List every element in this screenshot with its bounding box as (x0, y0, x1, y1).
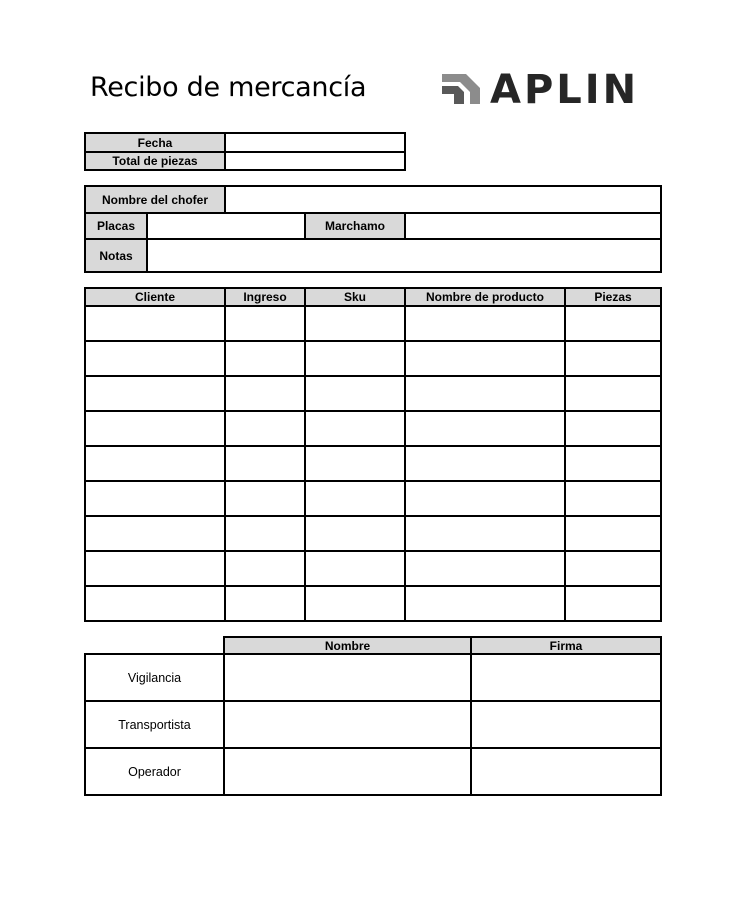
piezas-cell[interactable] (565, 586, 661, 621)
table-row (85, 586, 661, 621)
piezas-cell[interactable] (565, 446, 661, 481)
chofer-label: Nombre del chofer (85, 186, 225, 213)
header-piezas: Piezas (565, 288, 661, 306)
signatures-header-row (85, 637, 661, 654)
producto-cell[interactable] (405, 376, 565, 411)
table-row (85, 376, 661, 411)
sku-cell[interactable] (305, 376, 405, 411)
ingreso-cell[interactable] (225, 341, 305, 376)
piezas-cell[interactable] (565, 551, 661, 586)
sku-cell[interactable] (305, 586, 405, 621)
driver-table (84, 185, 662, 273)
ingreso-cell[interactable] (225, 586, 305, 621)
total-piezas-label: Total de piezas (85, 152, 225, 170)
sku-cell[interactable] (305, 481, 405, 516)
header-ingreso: Ingreso (225, 288, 305, 306)
fecha-field[interactable] (225, 133, 405, 152)
piezas-cell[interactable] (565, 516, 661, 551)
cliente-cell[interactable] (85, 481, 225, 516)
piezas-cell[interactable] (565, 481, 661, 516)
marchamo-field[interactable] (405, 213, 661, 239)
ingreso-cell[interactable] (225, 446, 305, 481)
logo-wordmark: APLIN (490, 67, 640, 113)
producto-cell[interactable] (405, 446, 565, 481)
nombre-field[interactable] (224, 748, 471, 795)
nombre-field[interactable] (224, 654, 471, 701)
table-row (85, 481, 661, 516)
nombre-field[interactable] (224, 701, 471, 748)
ingreso-cell[interactable] (225, 551, 305, 586)
cliente-cell[interactable] (85, 516, 225, 551)
ingreso-cell[interactable] (225, 376, 305, 411)
notas-label: Notas (85, 239, 147, 272)
sku-cell[interactable] (305, 551, 405, 586)
firma-field[interactable] (471, 748, 661, 795)
piezas-cell[interactable] (565, 306, 661, 341)
header-cliente: Cliente (85, 288, 225, 306)
role-operador: Operador (85, 748, 224, 795)
ingreso-cell[interactable] (225, 481, 305, 516)
marchamo-label: Marchamo (305, 213, 405, 239)
signature-row (85, 701, 661, 748)
cliente-cell[interactable] (85, 306, 225, 341)
aplin-logo-icon (440, 70, 484, 110)
placas-label: Placas (85, 213, 147, 239)
sku-cell[interactable] (305, 446, 405, 481)
cliente-cell[interactable] (85, 551, 225, 586)
header-nombre: Nombre (224, 637, 471, 654)
total-piezas-field[interactable] (225, 152, 405, 170)
cliente-cell[interactable] (85, 376, 225, 411)
blank-corner (85, 637, 224, 654)
items-table (84, 287, 662, 622)
table-row (85, 516, 661, 551)
company-logo (440, 67, 658, 113)
sku-cell[interactable] (305, 306, 405, 341)
producto-cell[interactable] (405, 586, 565, 621)
notas-field[interactable] (147, 239, 661, 272)
piezas-cell[interactable] (565, 376, 661, 411)
signature-row (85, 654, 661, 701)
producto-cell[interactable] (405, 341, 565, 376)
firma-field[interactable] (471, 654, 661, 701)
role-transportista: Transportista (85, 701, 224, 748)
cliente-cell[interactable] (85, 411, 225, 446)
page-title: Recibo de mercancía (90, 72, 367, 103)
chofer-field[interactable] (225, 186, 661, 213)
producto-cell[interactable] (405, 306, 565, 341)
signatures-table (84, 636, 662, 796)
fecha-label: Fecha (85, 133, 225, 152)
cliente-cell[interactable] (85, 586, 225, 621)
table-row (85, 341, 661, 376)
items-header-row (85, 288, 661, 306)
header-nombre-producto: Nombre de producto (405, 288, 565, 306)
piezas-cell[interactable] (565, 341, 661, 376)
firma-field[interactable] (471, 701, 661, 748)
ingreso-cell[interactable] (225, 411, 305, 446)
placas-field[interactable] (147, 213, 305, 239)
sku-cell[interactable] (305, 341, 405, 376)
table-row (85, 446, 661, 481)
sku-cell[interactable] (305, 411, 405, 446)
cliente-cell[interactable] (85, 446, 225, 481)
header-sku: Sku (305, 288, 405, 306)
piezas-cell[interactable] (565, 411, 661, 446)
ingreso-cell[interactable] (225, 306, 305, 341)
header-firma: Firma (471, 637, 661, 654)
table-row (85, 551, 661, 586)
role-vigilancia: Vigilancia (85, 654, 224, 701)
producto-cell[interactable] (405, 551, 565, 586)
producto-cell[interactable] (405, 411, 565, 446)
summary-table (84, 132, 406, 171)
sku-cell[interactable] (305, 516, 405, 551)
table-row (85, 306, 661, 341)
table-row (85, 411, 661, 446)
ingreso-cell[interactable] (225, 516, 305, 551)
producto-cell[interactable] (405, 516, 565, 551)
cliente-cell[interactable] (85, 341, 225, 376)
producto-cell[interactable] (405, 481, 565, 516)
signature-row (85, 748, 661, 795)
